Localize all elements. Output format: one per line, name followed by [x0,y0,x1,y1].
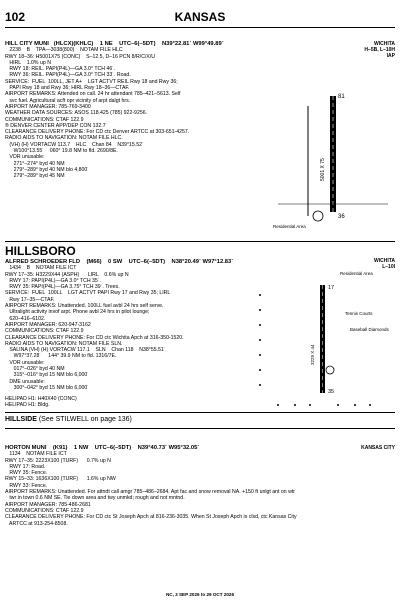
horton-entry [5,445,395,527]
entry-line: W97°37.28´ 144° 39.9 NM to fld. 1316/7E. [5,353,117,360]
entry-line: CLEARANCE DELIVERY PHONE: For CD ctc Wichita Apch at 316-350-1520. [5,334,184,341]
beacon-icon [313,211,323,221]
residential-label: Residential Area [340,271,373,276]
hillside-entry [5,416,395,424]
entry-line: AIRPORT REMARKS: Attended on call. 24 hr attendant 785–421–5613. Self [5,91,181,98]
hill-city-entry [5,41,275,180]
hillsboro-title: HILLSBORO [5,244,76,258]
entry-line: 2238 B TPA—3038(800) NOTAM FILE HLC [5,47,123,54]
entry-line: RWY 17: Road. [5,463,46,470]
runway-number-36: 36 [338,214,345,220]
runway-number-18: 81 [338,94,345,100]
runway-number-35: 35 [328,389,335,395]
entry-line: RWY 18: REIL. PAPI(P4L)—GA 3.0° TCH 46´. [5,66,116,73]
helipad-line: HELIPAD H1: H40X40 (CONC) [5,396,77,402]
side-label: WICHITA [373,258,395,264]
hillside-reference: (See STILWELL on page 136) [38,416,132,423]
page-header [5,10,395,24]
entry-line: RWY 15–33: 1636X100 (TURF) 1.6% up NW [5,476,116,483]
entry-line: 315°–016° byd 15 NM blo 6,000´ [5,372,90,379]
hill-city-side [364,41,395,59]
entry-line: COMMUNICATIONS: CTAF 122.9 [5,328,84,335]
entry-line: (VH) (H) VORTACW 113.7 HLC Chan 84 N39°15.52´ [5,141,144,148]
helipad-info [5,396,395,409]
hillside-name: HILLSIDE [5,416,37,423]
entry-line: RWY 17–35: H3229X44 (ASPH) LIRL 0.6% up N [5,271,129,278]
entry-line: RWY 18–36: H5001X75 (CONC) S–12.5, D–16 PCN 8/R/C/X/U [5,53,156,60]
side-label: IAP [386,53,395,59]
entry-line: CLEARANCE DELIVERY PHONE: For CD ctc Denver ARTCC at 303-651-4257. [5,129,190,136]
entry-line: PAPI Rwy 18 and Rwy 36; HIRL Rwy 18–36—CTAF. [5,85,130,92]
entry-line: SERVICE: FUEL 100LL, JET A+ LGT ACTVT REIL Rwy 18 and Rwy 36; [5,78,178,85]
entry-line: 279°–289° byd 45 NM [5,173,65,180]
entry-line: VOR unusable: [5,154,45,161]
entry-line: RADIO AIDS TO NAVIGATION: NOTAM FILE SLN. [5,340,123,347]
hillsboro-diagram [250,265,394,415]
entry-line: Ultralight activity invof arpt. Phone avbl 24 hrs in pilot lounge; [5,309,150,316]
side-label: WICHITA [373,41,395,47]
side-label: L–10I [382,264,395,270]
entry-line: COMMUNICATIONS: CTAF 122.9 [5,507,84,514]
entry-line: ARTCC at 913-254-8508. [5,520,68,527]
entry-line: AIRPORT MANAGER: 785-486-2681 [5,501,91,508]
entry-line: AIRPORT MANAGER: 620-947-3162 [5,321,91,328]
entry-line: HIRL 1.0% up N [5,59,51,66]
entry-line: VOR unusable: [5,359,45,366]
runway-number-17: 17 [328,285,335,291]
horton-side: KANSAS CITY [361,445,395,451]
page-footer: NC, 3 SEP 2026 to 29 OCT 2026 [165,592,235,597]
entry-line: 279°–289° byd 40 NM blo 4,800´ [5,166,90,173]
section-rule [5,412,395,413]
residential-area-label: Residential Area [273,224,306,229]
entry-line: AIRPORT REMARKS: Unattended. For attndt call amgr 785–486–2684. Apt fac and snow removal NA. +150 ft unlgt ant on wtr [5,489,296,496]
entry-line: RWY 17: PAPI(P4L)—GA 3.0° TCH 35´. [5,277,101,284]
entry-line: ALFRED SCHROEDER FLD (M66) 0 SW UTC–6(–5DT) N38°20.49´ W97°12.83´ [5,259,234,265]
entry-line: SERVICE: FUEL 100LL LGT ACTVT PAPI Rwy 17 and Rwy 35; LIRL [5,290,171,297]
entry-line: RADIO AIDS TO NAVIGATION: NOTAM FILE HLC. [5,135,123,142]
section-rule [5,241,395,242]
runway-dimensions: 5001 X 75 [320,158,326,181]
entry-line: 017°–026° byd 40 NM [5,366,65,373]
entry-line: AIRPORT MANAGER: 785-769-3400 [5,103,91,110]
entry-line: 1434 B NOTAM FILE ICT [5,265,77,272]
page-number: 102 [5,10,26,24]
entry-line: svc fuel. Agricultural acft opr vicinity of arpt dalgt hrs. [5,97,131,104]
entry-line: RWY 33: Fence. [5,482,48,489]
entry-line: RWY 35: PAPI(P4L)—GA 3.75° TCH 39´. Trees. [5,284,120,291]
entry-line: 271°–274° byd 40 NM [5,160,65,167]
hill-city-diagram [268,86,394,234]
tennis-label: Tennis Courts [345,311,373,316]
entry-line: DME unusable: [5,378,45,385]
entry-line: HILL CITY MUNI (HLCX)(KHLC) 1 NE UTC–6(–5DT) N39°22.81´ W99°49.89´ [5,41,224,47]
entry-line: 300°–042° byd 15 NM blo 6,000´ [5,384,90,391]
entry-line: RWY 17–35: 2223X100 (TURF) 0.7% up N [5,457,111,464]
entry-line: WEATHER DATA SOURCES: ASOS 118.425 (785) 922-9256. [5,110,148,117]
entry-line: COMMUNICATIONS: CTAF 122.9 [5,116,84,123]
runway-dimensions: 3229 X 44 [310,344,315,365]
entry-line: Rwy 17–35—CTAF. [5,296,55,303]
entry-line: 1134 NOTAM FILE ICT [5,451,67,458]
section-rule [5,428,395,429]
entry-line: HORTON MUNI (K91) 1 NW UTC–6(–5DT) N39°40.73´ W95°32.05´ [5,445,200,451]
state-title: KANSAS [174,10,226,24]
entry-line: AIRPORT REMARKS: Unattended. 100LL fuel avbl 24 hrs self serve. [5,303,164,310]
side-label: H–5B, L–10H [364,47,395,53]
entry-line: RWY 35: Fence. [5,470,48,477]
entry-line: CLEARANCE DELIVERY PHONE: For CD ctc St Joseph Apch at 816-236-3035. When St Joseph Apch is clsd, ctc Kansas City [5,514,297,521]
entry-line: 620–416–6102. [5,315,46,322]
entry-line: twr in town 0.6 NM SE. Tie down area and twy unmkd; rough and not mntnd. [5,495,185,502]
header-rule [5,27,395,28]
hillsboro-entry [5,259,275,391]
entry-line: W100°13.55´ 060° 19.8 NM to fld. 2690/8E. [5,148,118,155]
entry-line: RWY 36: REIL. PAPI(P4L)—GA 3.0° TCH 33´. Road. [5,72,131,79]
entry-line: SALINA (VH) (H) VORTACW 117.1 SLN Chan 118 N38°55.51´ [5,347,166,354]
entry-line: ® DENVER CENTER APP/DEP CON 132.7 [5,122,106,129]
baseball-label: Baseball Diamonds [350,327,389,332]
helipad-line: HELIPAD H1: Bldg. [5,402,50,409]
beacon-icon [326,366,334,374]
